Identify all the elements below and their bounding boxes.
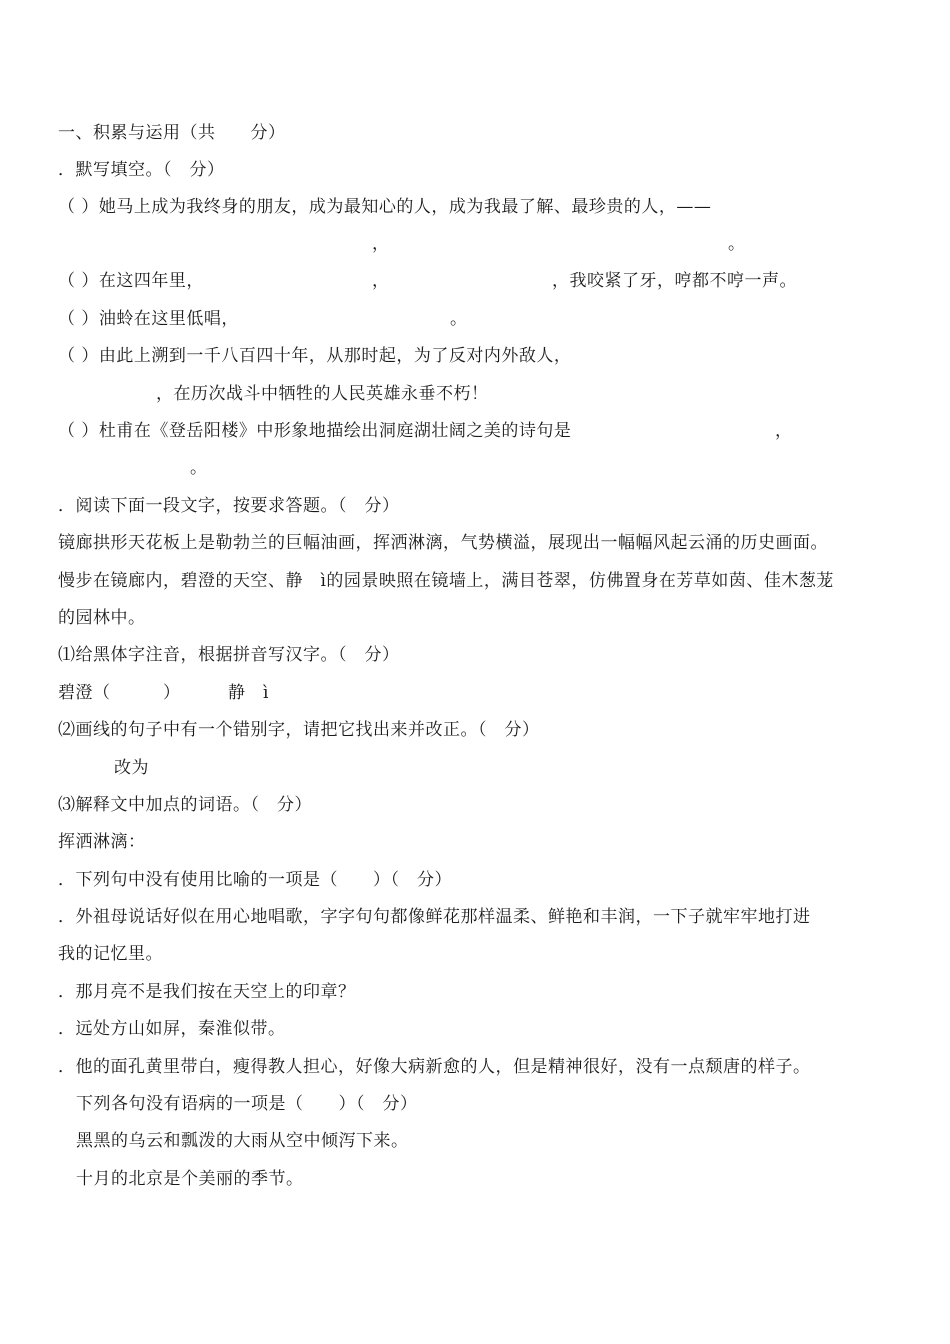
q1-item-5-period: 。	[190, 458, 208, 478]
q1-item-1: （ ）她马上成为我终身的朋友，成为最知心的人，成为我最了解、最珍贵的人，——	[58, 197, 712, 217]
question-2-heading: ．阅读下面一段文字，按要求答题。（ 分）	[58, 496, 400, 516]
q1-item-4-tail: ，在历次战斗中牺牲的人民英雄永垂不朽！	[156, 384, 489, 404]
q1-item-2-comma: ，	[372, 271, 390, 291]
q1-item-2: （ ）在这四年里，	[58, 271, 204, 291]
q1-item-4: （ ）由此上溯到一千八百四十年，从那时起，为了反对内外敌人，	[58, 346, 572, 366]
q2-sub1: ⑴给黑体字注音，根据拼音写汉字。（ 分）	[58, 645, 400, 665]
q2-sub3-answer: 挥洒淋漓：	[58, 832, 146, 852]
q2-sub2: ⑵画线的句子中有一个错别字，请把它找出来并改正。（ 分）	[58, 720, 540, 740]
q1-item-1-period: 。	[728, 234, 746, 254]
q2-sub1-answer-b: 静 ì	[228, 683, 269, 703]
section-title: 一、积累与运用（共 分）	[58, 123, 286, 143]
q1-item-5: （ ）杜甫在《登岳阳楼》中形象地描绘出洞庭湖壮阔之美的诗句是	[58, 421, 572, 441]
q4-option-a: 黑黑的乌云和瓢泼的大雨从空中倾泻下来。	[76, 1131, 409, 1151]
q3-option-a-line-1: ．外祖母说话好似在用心地唱歌，字字句句都像鲜花那样温柔、鲜艳和丰润，一下子就牢牢地打进	[58, 907, 811, 927]
passage-line-1: 镜廊拱形天花板上是勒勃兰的巨幅油画，挥洒淋漓，气势横溢，展现出一幅幅风起云涌的历史画面。	[58, 533, 828, 553]
question-1-heading: ．默写填空。（ 分）	[58, 160, 225, 180]
passage-line-2: 慢步在镜廊内，碧澄的天空、静 ì的园景映照在镜墙上，满目苍翠，仿佛置身在芳草如茵、佳木葱茏	[58, 571, 834, 591]
q1-item-5-comma: ，	[775, 421, 793, 441]
passage-line-3: 的园林中。	[58, 608, 146, 628]
q1-item-3: （ ）油蛉在这里低唱，	[58, 309, 239, 329]
q2-sub1-answer-a: 碧澄（ ）	[58, 683, 181, 703]
q3-option-a-line-2: 我的记忆里。	[58, 944, 163, 964]
question-3-heading: ．下列句中没有使用比喻的一项是（ ）（ 分）	[58, 870, 452, 890]
q3-option-d: ．他的面孔黄里带白，瘦得教人担心，好像大病新愈的人，但是精神很好，没有一点颓唐的样子。	[58, 1057, 811, 1077]
q4-option-b: 十月的北京是个美丽的季节。	[76, 1169, 304, 1189]
q2-sub3: ⑶解释文中加点的词语。（ 分）	[58, 795, 312, 815]
q1-item-3-period: 。	[450, 309, 468, 329]
q1-item-2-tail: ，我咬紧了牙，哼都不哼一声。	[552, 271, 797, 291]
question-4-heading: 下列各句没有语病的一项是（ ）（ 分）	[76, 1094, 418, 1114]
q3-option-b: ．那月亮不是我们按在天空上的印章？	[58, 982, 356, 1002]
q3-option-c: ．远处方山如屏，秦淮似带。	[58, 1019, 286, 1039]
q2-sub2-answer: 改为	[114, 758, 149, 778]
q1-item-1-comma: ，	[372, 234, 390, 254]
